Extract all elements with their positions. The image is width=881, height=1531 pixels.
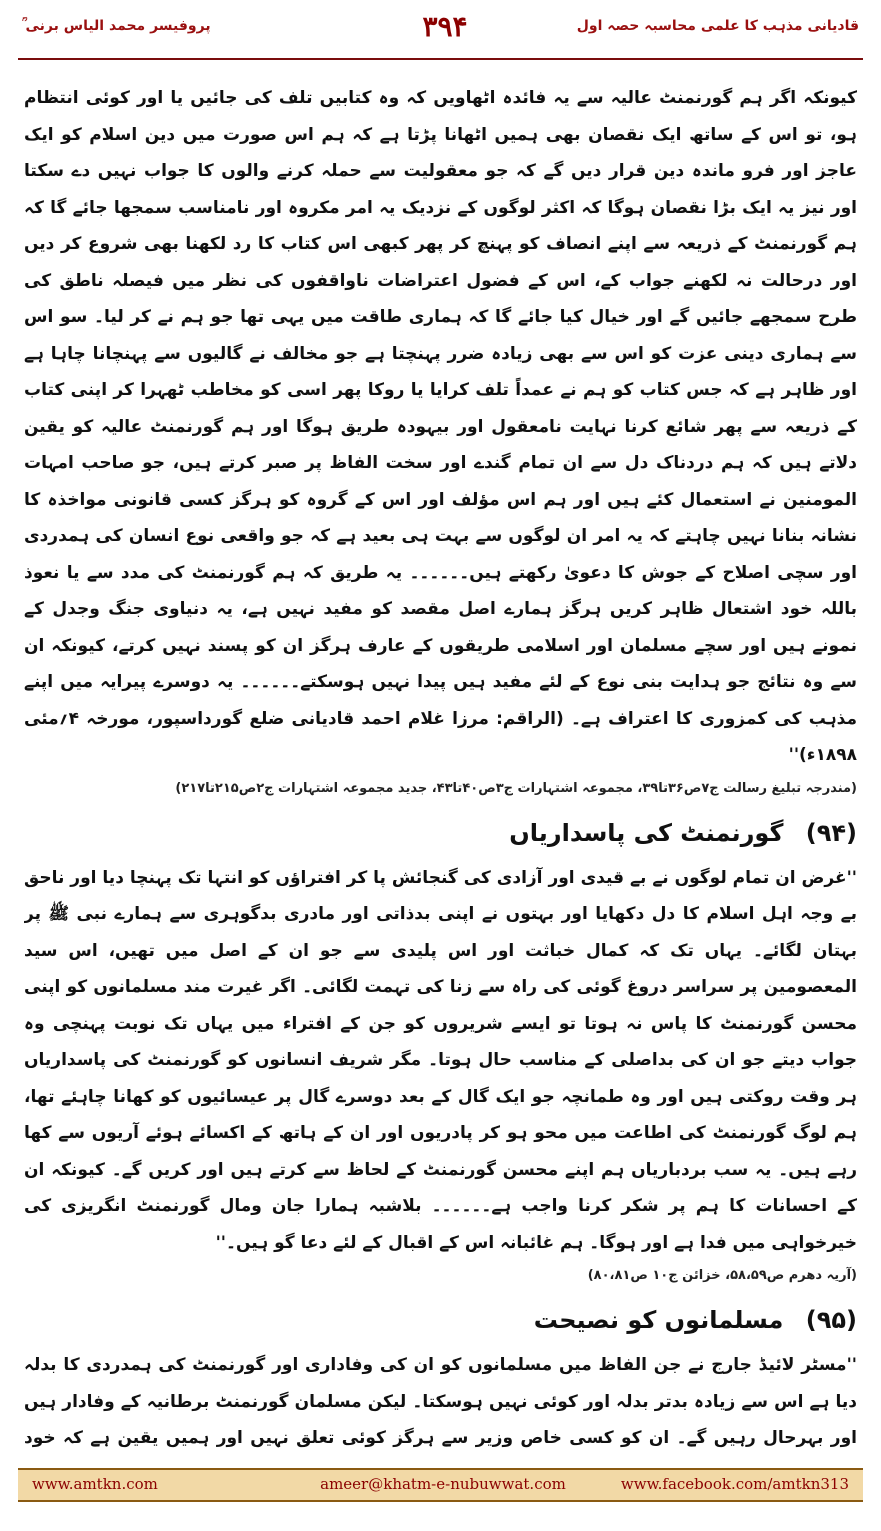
section-heading-94 bbox=[24, 808, 857, 858]
reference-2: (آریہ دھرم ص۵۸،۵۹، خزائن ج۱۰ ص۸۰،۸۱) bbox=[587, 1268, 857, 1283]
page-body bbox=[24, 80, 857, 1448]
heading-95-title: مسلمانوں کو نصیحت bbox=[533, 1306, 784, 1334]
page-header bbox=[0, 0, 881, 70]
header-divider bbox=[18, 58, 863, 60]
book-title: قادیانی مذہب کا علمی محاسبہ حصہ اول bbox=[576, 18, 859, 34]
page-number: ۳۹۴ bbox=[422, 10, 468, 43]
website-link[interactable]: www.amtkn.com bbox=[32, 1475, 158, 1493]
reference-1: (مندرجہ تبلیغ رسالت ج۷ص۳۶تا۳۹، مجموعہ اشتہارات ج۳ص۴۰تا۴۳، جدید مجموعہ اشتہارات ج۲ص۲۱۵تا۲۱۷) bbox=[175, 780, 857, 796]
paragraph-1: کیونکہ اگر ہم گورنمنٹ عالیہ سے یہ فائدہ اٹھاویں کہ وہ کتابیں تلف کی جائیں یا اور کوئی انتظام ہو، تو اس کے ساتھ ایک نقصان بھی ہمیں اٹھانا پڑتا ہے کہ ہم اس صورت میں دین اسلام کو ایک عاجز اور فرو ماندہ دین قرار دیں گے کہ جو معقولیت سے حملہ کرنے والوں کا جواب نہیں دے سکتا اور نیز یہ ایک بڑا نقصان ہوگا کہ اکثر لوگوں کے نزدیک یہ امر مکروہ اور نامناسب سمجھا جائے گا کہ ہم گورنمنٹ کے ذریعہ سے اپنے انصاف کو پہنچ کر پھر کبھی اس کتاب کا رد لکھنا بھی شروع کر دیں اور درحالت نہ لکھنے جواب کے، اس کے فضول اعتراضات ناواقفوں کی نظر میں فیصلہ ناطق کی طرح سمجھے جائیں گے اور خیال کیا جائے گا کہ ہماری طاقت میں یہی تھا جو ہم نے کر لیا۔ سو اس سے ہماری دینی عزت کو اس سے بھی زیادہ ضرر پہنچتا ہے جو مخالف نے گالیوں سے پہنچانا چاہا ہے اور ظاہر ہے کہ جس کتاب کو ہم نے عمداً تلف کرایا یا روکا پھر اسی کو مخاطب ٹھہرا کر اپنی کتاب کے ذریعہ سے پھر شائع کرنا نہایت نامعقول اور بیہودہ طریق ہوگا اور ہم گورنمنٹ عالیہ کو یقین دلاتے ہیں کہ ہم دردناک دل سے ان تمام گندے اور سخت الفاظ پر صبر کرتے ہیں، جو صاحب امہات المومنین نے استعمال کئے ہیں اور ہم اس مؤلف اور اس کے گروہ کو ہرگز کسی قانونی مواخذہ کا نشانہ بنانا نہیں چاہتے کہ یہ امر ان لوگوں سے بہت ہی بعید ہے کہ جو واقعی نوع انسان کی ہمدردی اور سچی اصلاح کے جوش کا دعویٰ رکھتے ہیں۔۔۔۔۔۔ یہ طریق کہ ہم گورنمنٹ کی مدد سے یا نعوذ باللہ خود اشتعال ظاہر کریں ہرگز ہمارے اصل مقصد کو مفید نہیں ہے، یہ دنیاوی جنگ وجدل کے نمونے ہیں اور سچے مسلمان اور اسلامی طریقوں کے عارف ہرگز ان کو پسند نہیں کرتے، کیونکہ ان سے وہ نتائج جو ہدایت بنی نوع کے لئے مفید ہیں پیدا نہیں ہوسکتے۔۔۔۔۔۔ یہ دوسرے پیرایہ میں اپنے مذہب کی کمزوری کا اعتراف ہے۔ (الراقم: مرزا غلام احمد قادیانی ضلع گورداسپور، مورخہ ۴؍مئی ۱۸۹۸ء)'' bbox=[24, 88, 857, 765]
heading-94-title: گورنمنٹ کی پاسداریاں bbox=[509, 818, 784, 847]
page-footer bbox=[18, 1468, 863, 1502]
email-link[interactable]: ameer@khatm-e-nubuwwat.com bbox=[320, 1475, 566, 1493]
author-name: پروفیسر محمد الیاس برنی ؒ bbox=[22, 18, 211, 34]
section-heading-95 bbox=[24, 1295, 857, 1345]
paragraph-3: ''مسٹر لائیڈ جارج نے جن الفاظ میں مسلمانوں کو ان کی وفاداری اور گورنمنٹ کی ہمدردی کا بدلہ دیا ہے اس سے زیادہ بدتر بدلہ اور کوئی نہیں ہوسکتا۔ لیکن مسلمان گورنمنٹ برطانیہ کے وفادار ہیں اور بہرحال رہیں گے۔ ان کو کسی خاص وزیر سے ہرگز کوئی تعلق نہیں اور ہمیں یقین ہے کہ خود bbox=[24, 1355, 857, 1448]
facebook-link[interactable]: www.facebook.com/amtkn313 bbox=[620, 1475, 849, 1493]
heading-94-number: (۹۴) bbox=[805, 818, 857, 847]
heading-95-number: (۹۵) bbox=[805, 1306, 857, 1334]
paragraph-2: ''غرض ان تمام لوگوں نے بے قیدی اور آزادی کی گنجائش پا کر افتراؤں کو انتہا تک پہنچا دیا اور ناحق بے وجہ اہل اسلام کا دل دکھایا اور بہتوں نے اپنی بدذاتی اور مادری بدگوہری سے ہمارے نبی ﷺ پر بہتان لگائے۔ یہاں تک کہ کمال خباثت اور اس پلیدی سے جو ان کے اصل میں تھیں، اس سید المعصومین پر سراسر دروغ گوئی کی راہ سے زنا کی تہمت لگائی۔ اگر غیرت مند مسلمانوں کو اپنی محسن گورنمنٹ کا پاس نہ ہوتا تو ایسے شریروں کو جن کے افتراء میں یہاں تک نوبت پہنچی وہ جواب دیتے جو ان کی بداصلی کے مناسب حال ہوتا۔ مگر شریف انسانوں کو گورنمنٹ کی پاسداریاں ہر وقت روکتی ہیں اور وہ طمانچہ جو ایک گال کے بعد دوسرے گال پر عیسائیوں کو کھانا چاہئے تھا، ہم لوگ گورنمنٹ کی اطاعت میں محو ہو کر پادریوں اور ان کے ہاتھ کے اکسائے ہوئے آریوں سے کھا رہے ہیں۔ یہ سب بردباریاں ہم اپنے محسن گورنمنٹ کے لحاظ سے کرتے ہیں اور کریں گے۔ کیونکہ ان کے احسانات کا ہم پر شکر کرنا واجب ہے۔۔۔۔۔۔ بلاشبہ ہمارا جان ومال گورنمنٹ انگریزی کی خیرخواہی میں فدا ہے اور ہوگا۔ ہم غائبانہ اس کے اقبال کے لئے دعا گو ہیں۔'' bbox=[24, 867, 857, 1253]
